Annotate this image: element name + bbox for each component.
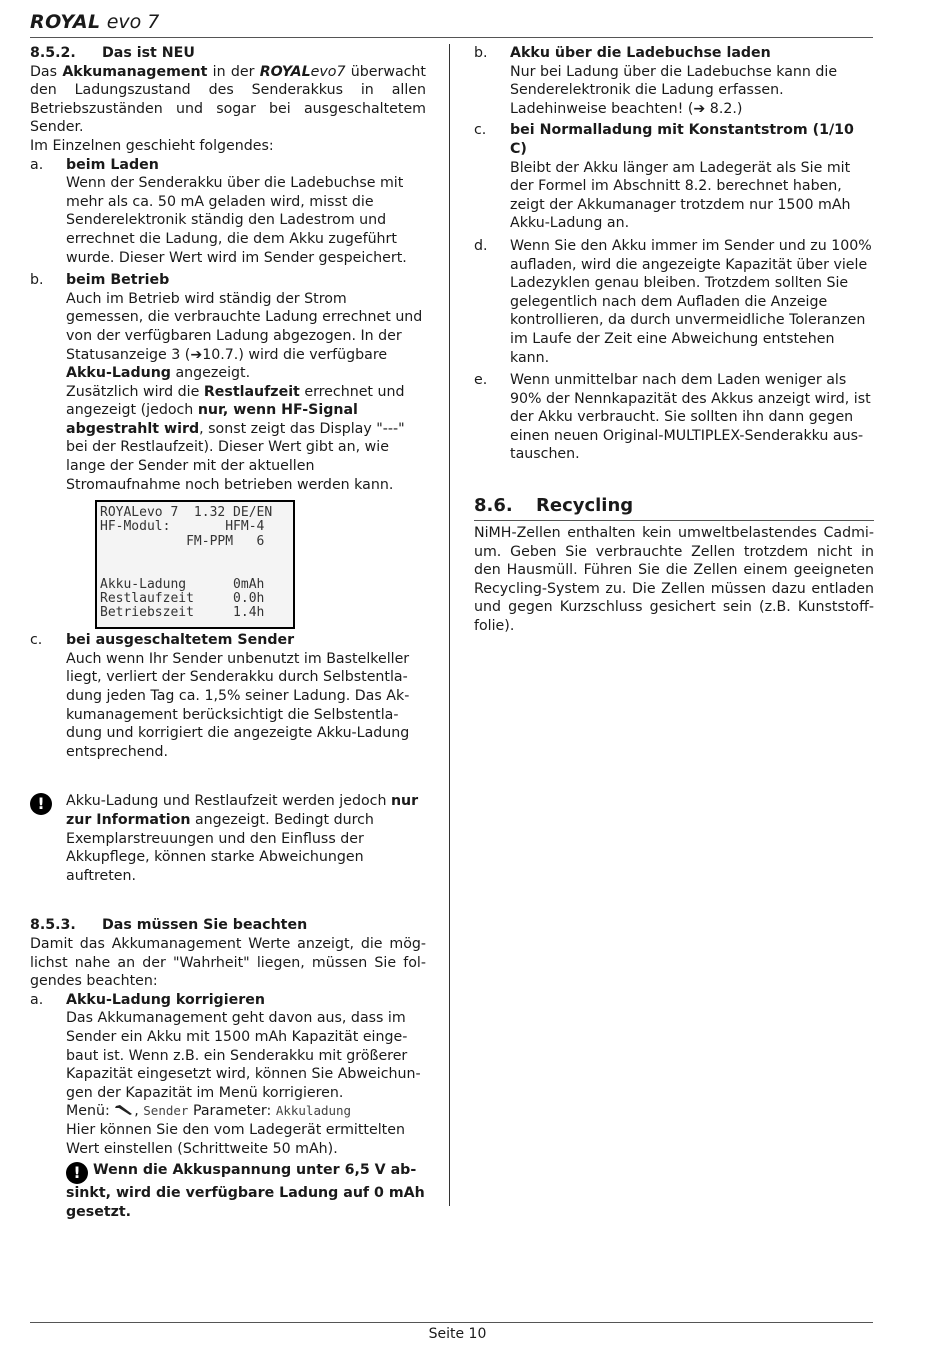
list-item-b [30,271,426,494]
text: Parameter: [188,1103,276,1120]
warning-note [66,1161,426,1221]
intro-paragraph-3: Damit das Akkumanagement Werte anzeigt, die möglichst nahe an der "Wahrheit" liegen, müssen Sie folgendes beachten: [30,935,426,990]
text: 10.7.) wird die verfügbare [202,346,388,363]
list-label: a. [30,156,44,173]
list-label: d. [474,237,488,254]
section-title: Recycling [536,495,634,517]
list-item-title: beim Laden [66,156,159,173]
list-item-text: Wenn der Senderakku über die Ladebuchse mit mehr als ca. 50 mA geladen wird, misst die Senderelektronik ständig den Ladestrom und errechnet die Ladung, die dem Akku zugeführt wurde. Dieser Wert wird im Sender gespeichert. [66,175,407,266]
warning-icon: ! [66,1162,88,1184]
term-akku-ladung: Akku-Ladung [66,365,171,382]
lcd-display-screenshot [95,500,295,629]
lcd-line: HF-Modul: HFM-4 [100,519,265,535]
section-title: Das ist NEU [102,45,195,61]
text: errechnet und angezeigt (jedoch [66,383,405,419]
note-text [66,792,426,885]
list-item-e-right [474,371,874,464]
menu-item-sender: Sender [143,1103,189,1119]
page-number: Seite 10 [428,1326,487,1342]
term-akkumanagement: Akkumanagement [62,63,208,80]
list-item-text: Wenn unmittelbar nach dem Laden weniger als 90% der Nennkapazität des Akkus anzeigt wird, ist der Akku verbraucht. Sie sollten ihn dann gegen einen neuen Original-MULTIPLEX-Senderakku austauschen. [510,372,871,463]
section-number: 8.6. [474,495,513,517]
term-restlaufzeit: Restlaufzeit [203,383,300,400]
text: Ladehinweise beachten! ( [510,100,694,117]
list-item-title: beim Betrieb [66,272,170,289]
list-item-a2 [30,991,426,1222]
section-rule [474,520,874,521]
list-item-text: Auch wenn Ihr Sender unbenutzt im Bastelkeller liegt, verliert der Senderakku durch Selbstentladung jeden Tag ca. 1,5% seiner Ladung. Das Akkumanagement berücksichtigt die Selbstentladung und korrigiert die angezeigte Akku-Ladung entsprechend. [66,650,410,760]
term-hf-signal: nur, wenn HF-Signal abgestrahlt wird [66,402,358,437]
text: Das [30,63,63,80]
text: angezeigt. [170,365,251,382]
list-item-c [30,631,426,761]
wrench-icon [114,1104,134,1116]
info-note [30,792,426,885]
brand-bold: ROYAL [30,11,101,33]
section-heading-8-5-2 [30,44,426,63]
column-divider [449,44,450,1206]
left-column [30,44,426,1221]
list-label: a. [30,991,44,1008]
text: in der [207,63,260,80]
list-item-text: Das Akkumanagement geht davon aus, dass im Sender ein Akku mit 1500 mAh Kapazität eingebaut ist. Wenn z.B. ein Senderakku mit größerer Kapazität eingesetzt wird, können Sie Abweichungen der Kapazität im Menü korrigieren. [66,1010,421,1101]
term-evo7: evo7 [310,63,346,80]
list-item-text-2: Hier können Sie den vom Ladegerät ermittelten Wert einstellen (Schrittweite 50 mAh). [66,1121,405,1157]
text: überwacht den Ladungszustand des Senderakkus in allen Betriebszuständen und sogar bei ausgeschaltetem Sender. [30,63,426,136]
lcd-line: Akku-Ladung 0mAh [100,577,265,593]
list-item-title: Akku über die Ladebuchse laden [510,45,771,61]
list-label: b. [474,45,488,61]
lcd-line: Restlaufzeit 0.0h [100,591,265,607]
list-item-text [66,290,426,383]
brand-model: evo 7 [100,11,160,33]
list-item-d-right [474,237,874,367]
brand-logo [30,10,159,34]
term-royal: ROYAL [259,63,311,80]
list-item-text-2 [510,100,874,119]
right-column [474,44,874,636]
list-item-title: bei Normalladung mit Konstantstrom (1/10 C) [510,122,854,157]
footer-rule [30,1322,873,1323]
list-item-text-2 [66,383,426,495]
lcd-line: Betriebszeit 1.4h [100,605,265,621]
list-item-title: bei ausgeschaltetem Sender [66,632,295,649]
arrow-icon: ➔ [693,100,706,117]
list-label: c. [30,632,43,649]
section-number: 8.5.3. [30,917,76,934]
list-label: e. [474,372,488,389]
intro-paragraph [30,63,426,137]
text: , sonst zeigt das Display "---" bei der Restlaufzeit). Dieser Wert gibt an, wie lange der Sender mit der aktuellen Stromaufnahme noch betrieben werden kann. [66,420,405,493]
recycling-paragraph: NiMH-Zellen enthalten kein umweltbelastendes Cadmium. Geben Sie verbrauchte Zellen trotzdem nicht in den Hausmüll. Führen Sie die Zellen einem geeigneten Recycling-System zu. Die Zellen müssen dazu entladen und gegen Kurzschluss gesichert sein (z.B. Kunststofffolie). [474,525,874,635]
term-nur-zur-information: nur zur Information [66,793,419,828]
list-item-text: Bleibt der Akku länger am Ladegerät als Sie mit der Formel im Abschnitt 8.2. berechnet haben, zeigt der Akkumanager trotzdem nur 1500 mAh Akku-Ladung an. [510,159,851,232]
list-item-text: Nur bei Ladung über die Ladebuchse kann die Senderelektronik die Ladung erfassen. [510,63,838,99]
list-item-a [30,156,426,268]
list-item-c-right [474,121,874,233]
list-item-b-right [474,44,874,118]
section-number: 8.5.2. [30,45,76,61]
text: Auch im Betrieb wird ständig der Strom gemessen, die verbrauchte Ladung errechnet und von der verfügbaren Ladung abgezogen. In der Statusanzeige 3 ( [66,290,423,363]
arrow-icon: ➔ [190,346,203,363]
header-rule [30,37,873,38]
list-label: c. [474,122,487,139]
param-item-akkuladung: Akkuladung [275,1103,352,1119]
intro-paragraph-2: Im Einzelnen geschieht folgendes: [30,137,274,154]
list-item-title: Akku-Ladung korrigieren [66,991,265,1008]
section-heading-8-5-3 [30,916,426,935]
warning-text: Wenn die Akkuspannung unter 6,5 V absinkt, wird die verfügbare Ladung auf 0 mAh gesetzt. [66,1162,425,1220]
list-label: b. [30,272,44,289]
section-heading-8-6 [474,494,874,518]
list-item-text: Wenn Sie den Akku immer im Sender und zu 100% aufladen, wird die angezeigte Kapazität über viele Ladezyklen genau bleiben. Trotzdem sollten Sie gelegentlich nach dem Aufladen die Anzeige kontrollieren, da durch unvermeidliche Toleranzen im Laufe der Zeit eine Abweichung entstehen kann. [510,237,872,366]
section-title: Das müssen Sie beachten [102,917,308,934]
text: Akku-Ladung und Restlaufzeit werden jedoch [66,793,391,810]
text: Menü: [66,1103,115,1120]
text: Zusätzlich wird die [66,383,204,400]
lcd-line: FM-PPM 6 [100,534,265,550]
warning-icon: ! [30,793,52,815]
menu-path [66,1102,426,1121]
text: angezeigt. Bedingt durch Exemplarstreuungen und den Einfluss der Akkupflege, können starke Abweichungen auftreten. [66,812,374,884]
lcd-line: ROYALevo 7 1.32 DE/EN [100,505,273,521]
text: 8.2.) [705,100,743,117]
text: , [134,1103,144,1120]
